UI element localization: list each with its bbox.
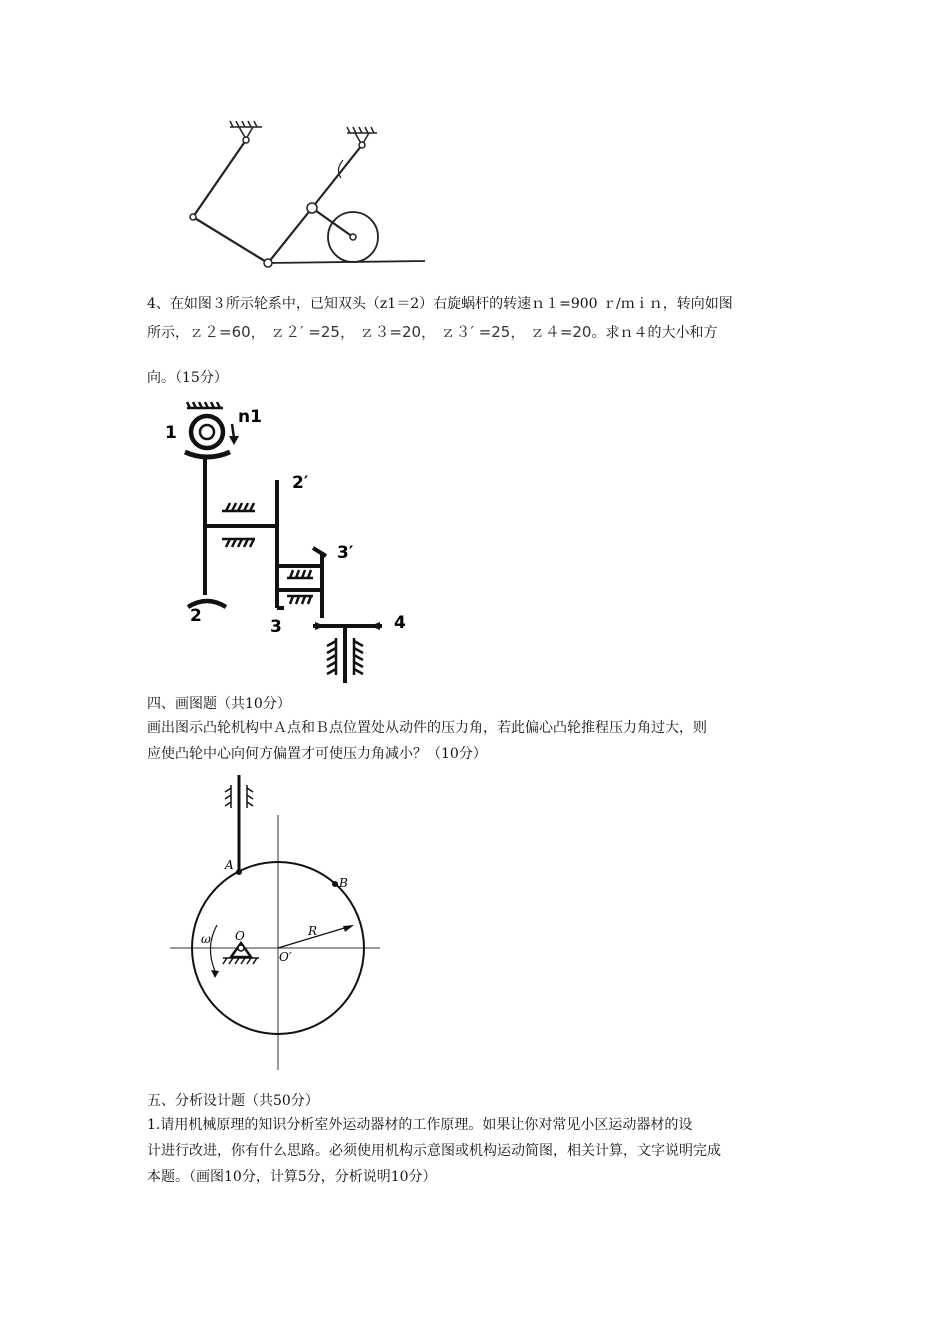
- gear-4: [313, 626, 382, 683]
- bearing-2: [287, 570, 313, 604]
- joint: [243, 137, 249, 143]
- gear-4-arrow: [370, 622, 380, 630]
- worm-1: [185, 416, 230, 457]
- label-a: A: [225, 858, 234, 872]
- omega-arrow-head: [211, 970, 219, 978]
- label-omega: ω: [201, 932, 211, 946]
- n1-arrow-head: [229, 436, 239, 445]
- joint: [190, 214, 196, 220]
- radius-arrow: [343, 925, 354, 932]
- joint: [307, 203, 317, 213]
- label-o: O: [235, 929, 245, 943]
- label-g2: 2: [190, 606, 202, 626]
- eq-z4: ｚ４=20: [529, 323, 592, 341]
- section4-line-2: 应使凸轮中心向何方偏置才可使压力角减小？（10分）: [147, 746, 487, 762]
- q4-line-1: 4、在如图３所示轮系中，已知双头（z1＝2）右旋蜗杆的转速ｎ１=900 ｒ/ｍｉｎ，转向如图: [147, 296, 733, 312]
- section5-line-2: 计进行改进，你有什么思路。必须使用机构示意图或机构运动简图，相关计算，文字说明完成: [147, 1143, 721, 1159]
- pivot-point-o: [238, 945, 244, 951]
- cam-figure: [165, 775, 385, 1070]
- eq-z3: ｚ３=20，: [359, 323, 437, 341]
- gear-4-arrow: [315, 622, 325, 630]
- q4-line-2: 所示，ｚ２=60， ｚ２′ =25， ｚ３=20， ｚ３′ =25， ｚ４=20。求ｎ４的大小和方: [147, 323, 718, 341]
- section4-line-1: 画出图示凸轮机构中Ａ点和Ｂ点位置处从动件的压力角，若此偏心凸轮推程压力角过大，则: [147, 720, 707, 736]
- section5-line-3: 本题。（画图10分，计算5分，分析说明10分）: [147, 1169, 437, 1185]
- section4-title: 四、画图题（共10分）: [147, 696, 291, 712]
- label-worm: 1: [165, 423, 177, 443]
- q4-line-3: 向。（15分）: [147, 370, 228, 386]
- shaft-1: [205, 455, 277, 608]
- joint: [350, 234, 356, 240]
- joint: [264, 259, 272, 267]
- label-r: R: [308, 924, 318, 938]
- eq-z3p: ｚ３′ =25，: [440, 323, 526, 341]
- point-a: [236, 869, 242, 875]
- label-g3p: 3′: [337, 543, 354, 563]
- gear-train-figure: [160, 400, 420, 690]
- ground-surface: [268, 261, 425, 263]
- label-o-prime: O′: [279, 950, 292, 964]
- worm-support: [187, 402, 223, 408]
- section5-line-1: 1.请用机械原理的知识分析室外运动器材的工作原理。如果让你对常见小区运动器材的设: [147, 1117, 693, 1133]
- eq-z2p: ｚ２′ =25，: [270, 323, 355, 341]
- label-g2p: 2′: [292, 473, 309, 493]
- point-b: [332, 881, 338, 887]
- n1-rotation-arrow: [232, 424, 234, 438]
- section5-title: 五、分析设计题（共50分）: [147, 1093, 319, 1109]
- joint: [359, 142, 365, 148]
- eq-z2: ｚ２=60，: [189, 323, 266, 341]
- shaft-2: [277, 548, 326, 618]
- linkage-bars: [193, 140, 362, 263]
- label-n1: n1: [238, 407, 262, 427]
- label-g3: 3: [270, 617, 282, 637]
- label-b: B: [339, 876, 348, 890]
- linkage-figure: [175, 115, 435, 275]
- label-g4: 4: [394, 613, 406, 633]
